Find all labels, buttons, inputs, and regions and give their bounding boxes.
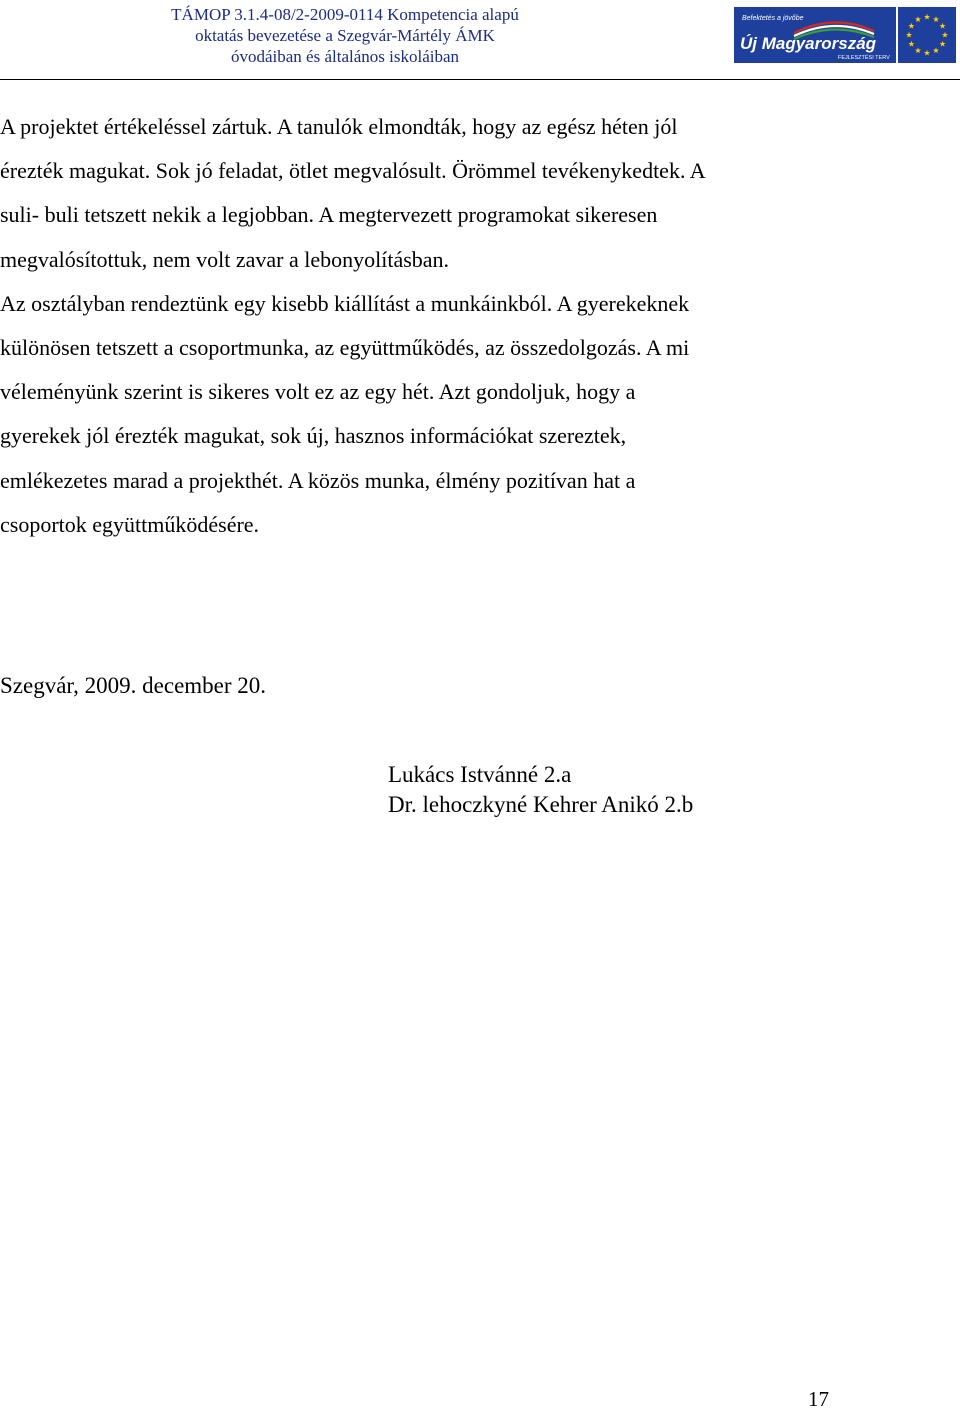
- paragraph-line: emlékezetes marad a projekthét. A közös munka, élmény pozitívan hat a: [0, 467, 636, 493]
- paragraph-line: megvalósítottuk, nem volt zavar a lebonyolításban.: [0, 246, 450, 272]
- paragraph-line: suli- buli tetszett nekik a legjobban. A megtervezett programokat sikeresen: [0, 202, 658, 228]
- paragraph-line: csoportok együttműködésére.: [0, 511, 260, 537]
- header-title-line: TÁMOP 3.1.4-08/2-2009-0114 Kompetencia alapú: [171, 5, 519, 24]
- header-divider: [0, 79, 960, 80]
- place-and-date: Szegvár, 2009. december 20.: [0, 673, 267, 698]
- paragraph-line: különösen tetszett a csoportmunka, az együttműködés, az összedolgozás. A mi: [0, 335, 690, 361]
- uj-magyarorszag-logo: [734, 7, 896, 63]
- signature-block: [388, 760, 693, 820]
- eu-flag-icon: [898, 7, 956, 63]
- logo-small-text: Befektetés a jövőbe: [742, 15, 804, 22]
- paragraph-line: Az osztályban rendeztünk egy kisebb kiállítást a munkáinkból. A gyerekeknek: [0, 290, 690, 316]
- paragraph-line: gyerekek jól érezték magukat, sok új, hasznos információkat szereztek,: [0, 423, 627, 449]
- logo-sub-text: FEJLESZTÉSI TERV: [838, 55, 890, 61]
- signature-name: Dr. lehoczkyné Kehrer Anikó 2.b: [388, 792, 694, 817]
- header-title-line: oktatás bevezetése a Szegvár-Mártély ÁMK: [195, 26, 495, 45]
- signature-name: Lukács Istvánné 2.a: [388, 762, 572, 787]
- report-paragraph: [0, 105, 950, 547]
- paragraph-line: A projektet értékeléssel zártuk. A tanulók elmondták, hogy az egész héten jól: [0, 114, 678, 139]
- page-number: 17: [808, 1387, 829, 1411]
- logo-main-text: Új Magyarország: [740, 34, 877, 53]
- paragraph-line: véleményünk szerint is sikeres volt ez az egy hét. Azt gondoljuk, hogy a: [0, 379, 636, 405]
- header-title-line: óvodáiban és általános iskoláiban: [230, 47, 460, 66]
- page-header: [0, 0, 960, 80]
- header-title: [135, 4, 555, 67]
- paragraph-line: érezték magukat. Sok jó feladat, ötlet megvalósult. Örömmel tevékenykedtek. A: [0, 158, 706, 184]
